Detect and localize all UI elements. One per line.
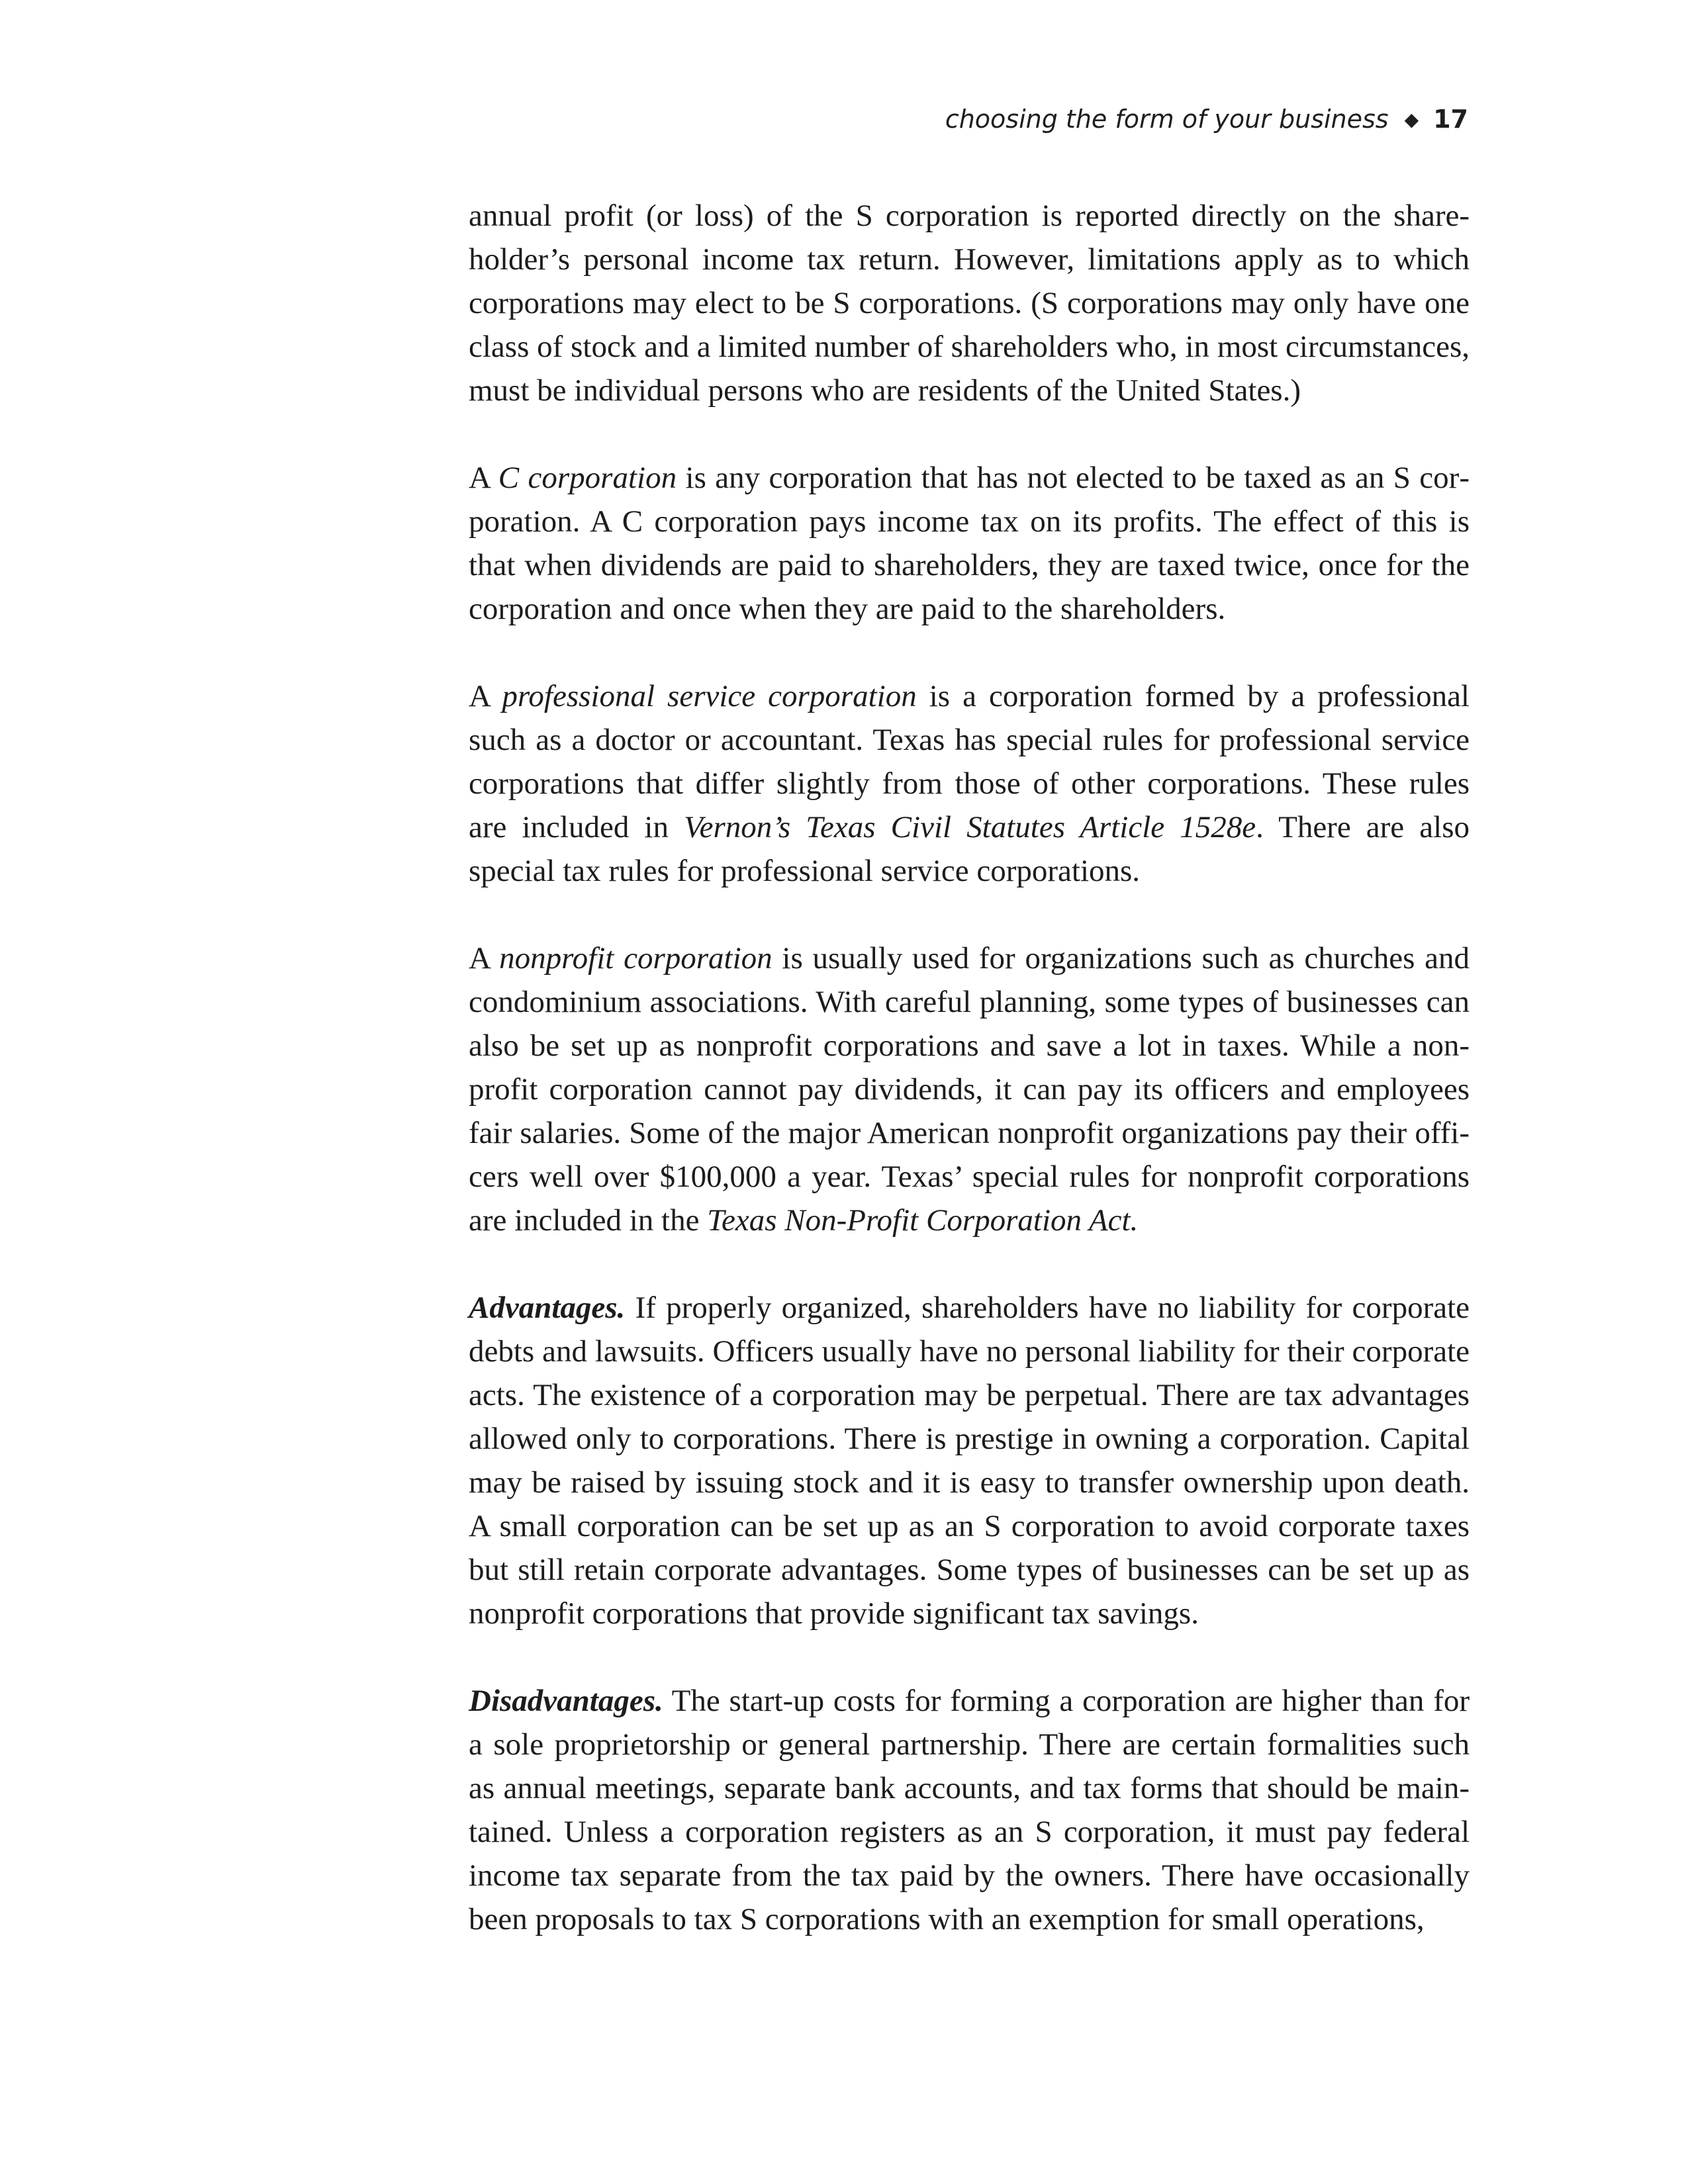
paragraph-lead: A xyxy=(469,679,502,713)
paragraph-nonprofit-corporation xyxy=(469,936,1470,1242)
paragraph-text: annual profit (or loss) of the S corporation is reported directly on the shareholder’s personal income tax return. However, limitations apply as to which corporations may elect to be S corporations. (S corporations may only have one class of stock and a limited number of shareholders who, in most circumstances, must be individual persons who are residents of the United States.) xyxy=(469,199,1470,408)
paragraph-lead: A xyxy=(469,941,500,976)
paragraph-text: If properly organized, shareholders have no liability for corporate debts and lawsuits. Officers usually have no personal liability for their corporate acts. The existence of a corporation may be perpetual. There are tax advantages allowed only to corporations. There is prestige in owning a corporation. Capital may be raised by issuing stock and it is easy to transfer ownership upon death. A small corporation can be set up as an S corporation to avoid corporate taxes but still retain corporate advantages. Some types of businesses can be set up as nonprofit corporations that provide significant tax savings. xyxy=(469,1291,1470,1631)
statute-citation: Vernon’s Texas Civil Statutes Article 1528e xyxy=(684,810,1256,844)
paragraph-text: is usually used for organizations such as churches and condominium associations. With careful planning, some types of businesses can also be set up as nonprofit corporations and save a lot in taxes. While a nonprofit corporation cannot pay dividends, it can pay its officers and employees fair salaries. Some of the major American nonprofit organizations pay their officers well over $100,000 a year. Texas’ special rules for nonprofit corporations are included in the xyxy=(469,941,1470,1238)
running-title: choosing the form of your business xyxy=(945,105,1389,134)
paragraph-text: is a corporation formed by a professional such as a doctor or accountant. Texas has special rules for professional service corporations that differ slightly from those of other corporations. These rules are included in xyxy=(469,679,1470,844)
disadvantages-heading: Disadvantages. xyxy=(469,1684,663,1718)
defined-term: professional service corporation xyxy=(502,679,917,713)
paragraph-lead: A xyxy=(469,461,498,495)
body-text xyxy=(469,194,1470,1941)
running-header xyxy=(945,105,1468,134)
paragraph-text: is any corporation that has not elected to be taxed as an S corporation. A C corporation pays income tax on its profits. The effect of this is that when dividends are paid to shareholders, they are taxed twice, once for the corporation and once when they are paid to the shareholders. xyxy=(469,461,1470,626)
paragraph-c-corporation xyxy=(469,456,1470,631)
paragraph-advantages xyxy=(469,1286,1470,1635)
paragraph-s-corporation-continued xyxy=(469,194,1470,412)
paragraph-disadvantages xyxy=(469,1679,1470,1941)
defined-term: C corporation xyxy=(498,461,677,495)
diamond-separator-icon: ◆ xyxy=(1404,109,1419,130)
paragraph-text: The start-up costs for forming a corporation are higher than for a sole proprietorship or general partnership. There are certain formalities such as annual meetings, separate bank accounts, and tax forms that should be maintained. Unless a corporation registers as an S corporation, it must pay federal income tax separate from the tax paid by the owners. There have occasionally been proposals to tax S corporations with an exemption for small operations, xyxy=(469,1684,1470,1936)
page-number: 17 xyxy=(1433,105,1468,134)
paragraph-text: . There are also special tax rules for professional service corporations. xyxy=(469,810,1470,888)
defined-term: nonprofit corporation xyxy=(499,941,773,976)
statute-citation: Texas Non-Profit Corporation Act. xyxy=(707,1203,1139,1238)
paragraph-professional-service-corporation xyxy=(469,674,1470,893)
advantages-heading: Advantages. xyxy=(469,1291,626,1325)
